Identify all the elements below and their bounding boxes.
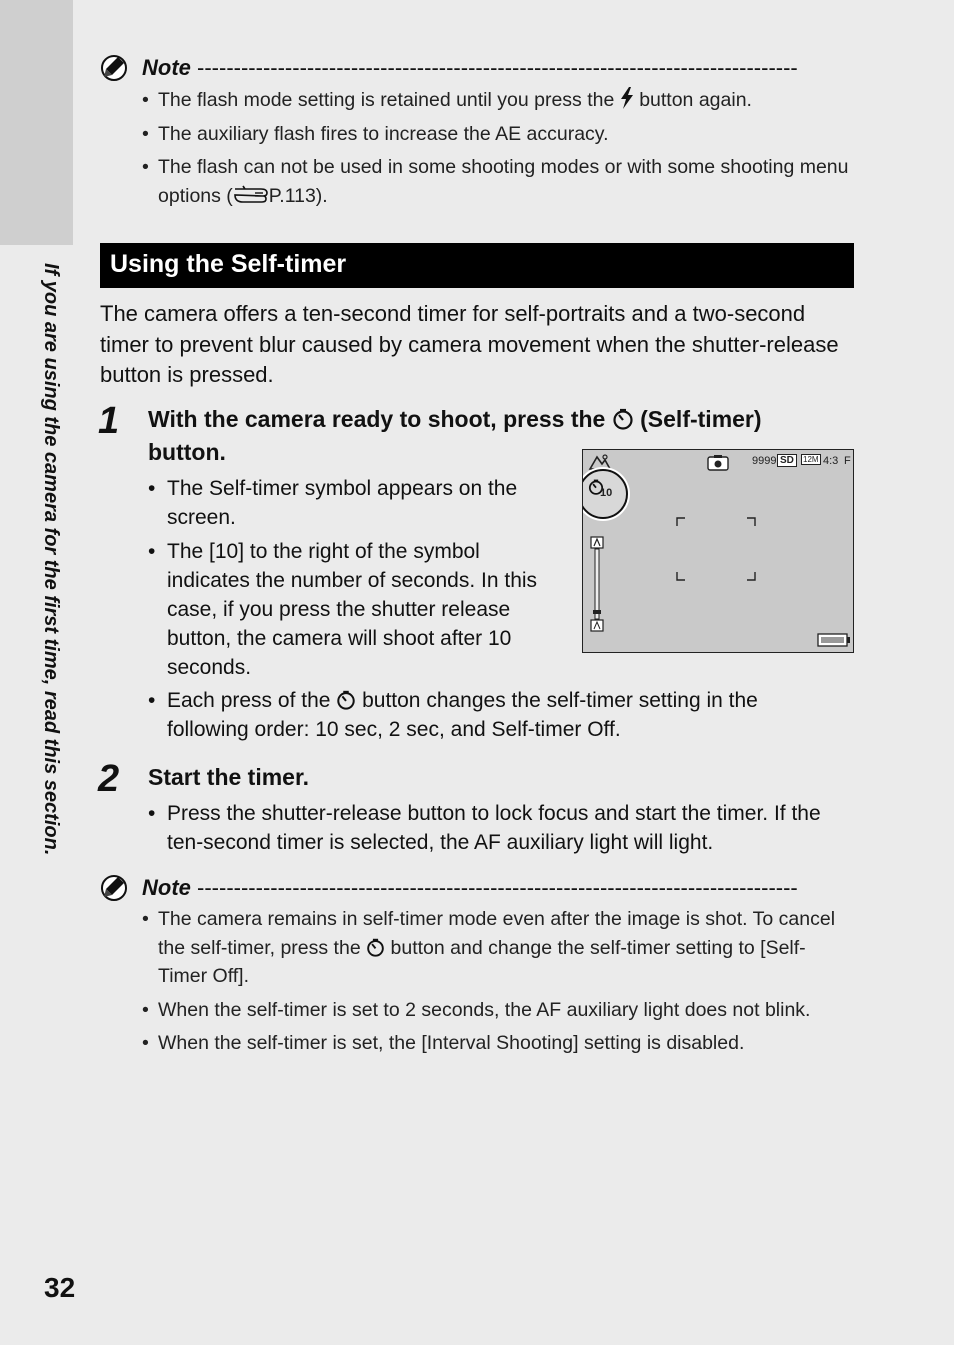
self-timer-icon: [366, 938, 385, 957]
step-number: 1: [98, 400, 120, 442]
self-timer-icon: [336, 690, 356, 710]
zoom-bar: [589, 536, 607, 634]
list-item: • The flash mode setting is retained until you press the button again.: [142, 86, 854, 115]
self-timer-indicator: [582, 469, 628, 519]
list-item: • The camera remains in self-timer mode even after the image is shot. To cancel the self-timer, press the button and change the self-timer setting to [Self-Timer Off].: [142, 905, 854, 991]
intro-paragraph: The camera offers a ten-second timer for self-portraits and a two-second timer to prevent blur caused by camera movement when the shutter-release button is pressed.: [100, 301, 839, 387]
note-list: [142, 905, 854, 1063]
camera-mode-icon: [707, 454, 729, 471]
aspect-ratio: 4:3: [823, 455, 839, 467]
list-item: • When the self-timer is set to 2 seconds, the AF auxiliary light does not blink.: [142, 996, 854, 1025]
step-list: [148, 686, 838, 749]
reference-hand-icon: [233, 185, 269, 205]
side-tab-label: If you are using the camera for the first time, read this section.: [40, 263, 62, 856]
self-timer-icon: [612, 408, 634, 430]
page-number: 32: [44, 1272, 76, 1303]
note-title: Note ----------------------------------------------------------------------------------: [142, 875, 798, 900]
step-list: [148, 474, 566, 687]
list-item: • The Self-timer symbol appears on the screen.: [148, 474, 566, 532]
camera-screen-illustration: [582, 449, 854, 653]
section-title: Using the Self-timer: [110, 250, 347, 278]
step-list: [148, 799, 838, 862]
note-title: Note ----------------------------------------------------------------------------------: [142, 55, 798, 80]
quality-mark: F: [844, 455, 851, 467]
image-size-badge: 12M: [803, 455, 819, 464]
section-header: [100, 243, 854, 288]
focus-frame: [675, 516, 765, 582]
sd-card-badge: SD: [777, 454, 797, 467]
list-item: • Press the shutter-release button to lock focus and start the timer. If the ten-second timer is selected, the AF auxiliary light will light.: [148, 799, 838, 857]
list-item: • The [10] to the right of the symbol indicates the number of seconds. In this case, if you press the shutter release button, the camera will shoot after 10 seconds.: [148, 537, 566, 682]
list-item: • Each press of the button changes the self-timer setting in the following order: 10 sec, 2 sec, and Self-timer Off.: [148, 686, 838, 744]
shots-remaining: 9999: [752, 455, 777, 467]
step-number: 2: [98, 758, 120, 800]
side-tab-background: [0, 0, 73, 245]
list-item: • The flash can not be used in some shooting modes or with some shooting menu options ( P.113).: [142, 153, 854, 210]
battery-icon: [817, 632, 851, 648]
note-header: [100, 53, 854, 83]
flash-icon: [620, 87, 634, 109]
note-pen-icon: [100, 873, 128, 901]
list-item: • The auxiliary flash fires to increase the AE accuracy.: [142, 120, 854, 149]
note-pen-icon: [100, 53, 128, 81]
step-title: Start the timer.: [148, 764, 310, 790]
note-header: [100, 873, 854, 903]
list-item: • When the self-timer is set, the [Interval Shooting] setting is disabled.: [142, 1029, 854, 1058]
timer-seconds: 10: [600, 487, 613, 499]
step-title: With the camera ready to shoot, press the (Self-timer) button.: [148, 406, 762, 465]
note-list: [142, 86, 854, 215]
